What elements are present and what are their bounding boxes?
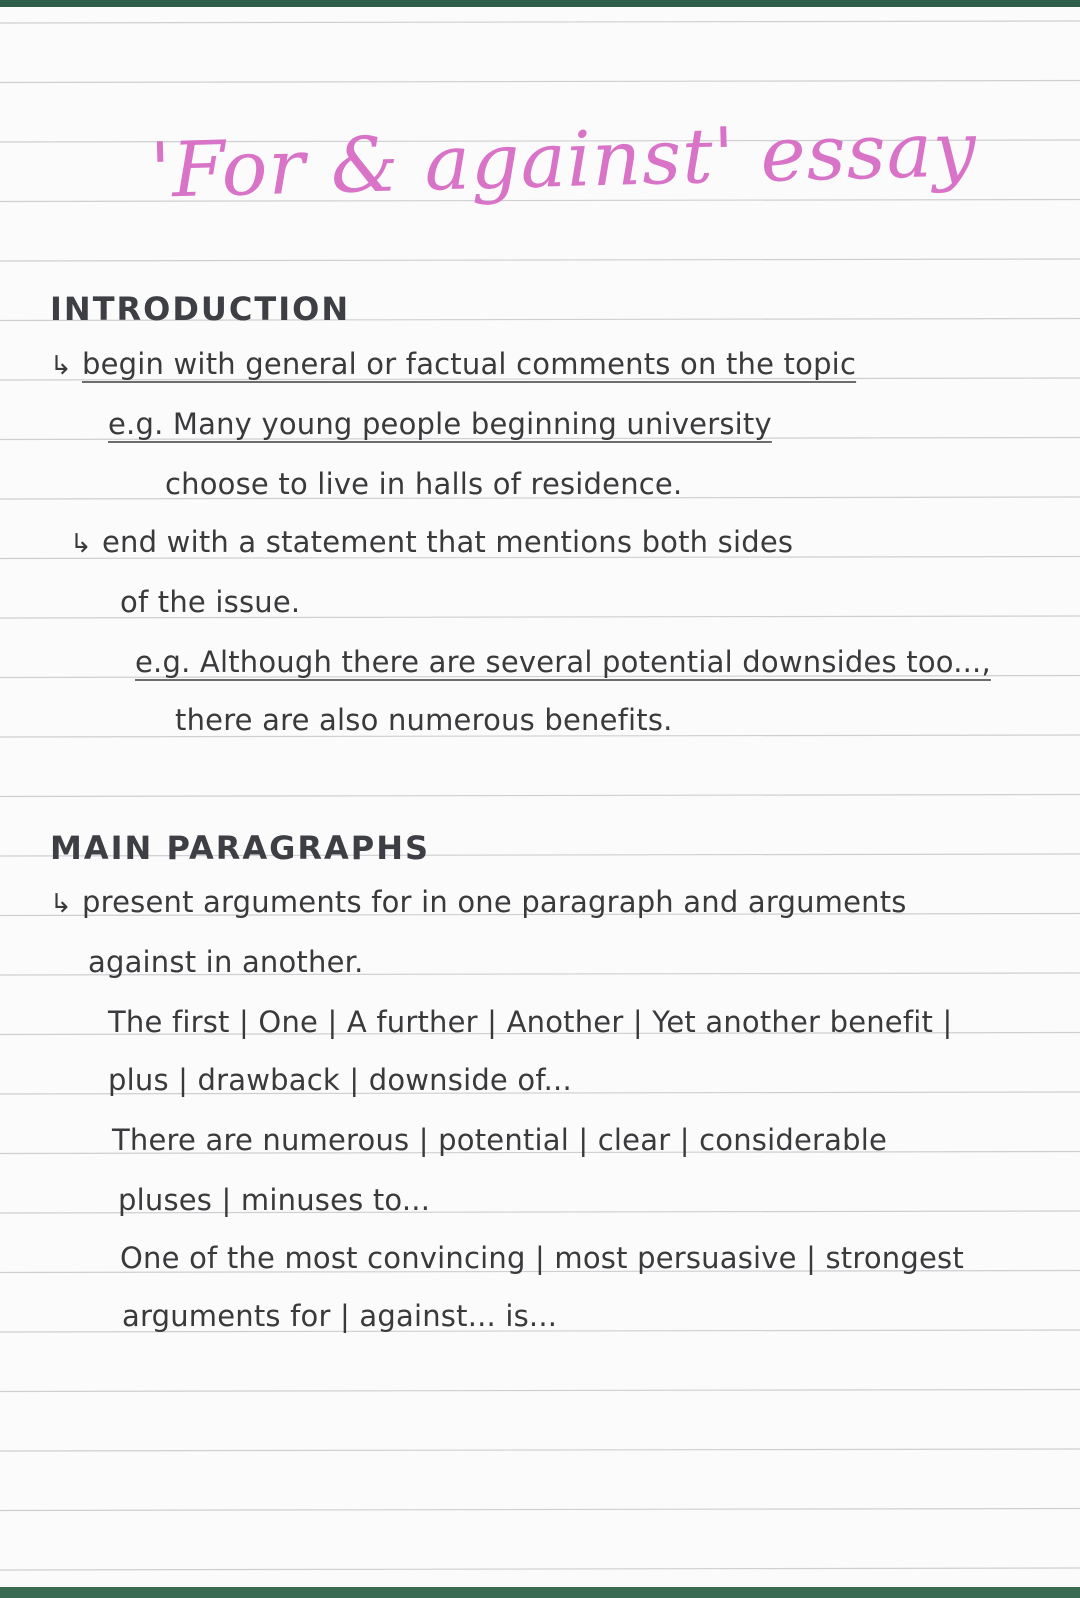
notebook-page [0,7,1080,1587]
main-line-1 [50,885,907,919]
background-bottom-edge [0,1587,1080,1598]
main-line-8: arguments for | against... is... [122,1299,558,1333]
intro-line-1-text: begin with general or factual comments on the topic [82,347,857,381]
page-title: 'For & against' essay [148,104,978,215]
ruled-lines [0,7,1080,1587]
intro-line-4-text: end with a statement that mentions both sides [102,525,794,559]
arrow-icon: ↳ [70,529,92,559]
intro-line-4 [70,525,793,559]
intro-line-1 [50,347,856,381]
arrow-icon: ↳ [50,889,72,919]
ruled-line [0,1568,1080,1570]
heading-main-paragraphs: MAIN PARAGRAPHS [50,829,431,867]
intro-line-6: e.g. Although there are several potential downsides too..., [135,645,991,679]
ruled-line [0,1390,1080,1392]
arrow-icon: ↳ [50,351,72,381]
main-line-1-text: present arguments for in one paragraph and arguments [82,885,907,919]
intro-line-2: e.g. Many young people beginning university [108,407,772,441]
main-line-3: The first | One | A further | Another | Yet another benefit | [108,1005,953,1039]
main-line-2: against in another. [88,945,364,979]
main-line-7: One of the most convincing | most persuasive | strongest [120,1241,964,1275]
main-line-6: pluses | minuses to... [118,1183,431,1217]
ruled-line [0,795,1080,797]
intro-line-7: there are also numerous benefits. [175,703,673,737]
intro-line-5: of the issue. [120,585,301,619]
ruled-line [0,21,1080,23]
main-line-5: There are numerous | potential | clear | considerable [112,1123,888,1157]
heading-introduction: INTRODUCTION [50,290,351,328]
ruled-line [0,81,1080,83]
ruled-line [0,1509,1080,1511]
background-top-edge [0,0,1080,7]
main-line-4: plus | drawback | downside of... [108,1063,572,1097]
ruled-line [0,1449,1080,1451]
ruled-line [0,259,1080,261]
intro-line-3: choose to live in halls of residence. [165,467,683,501]
